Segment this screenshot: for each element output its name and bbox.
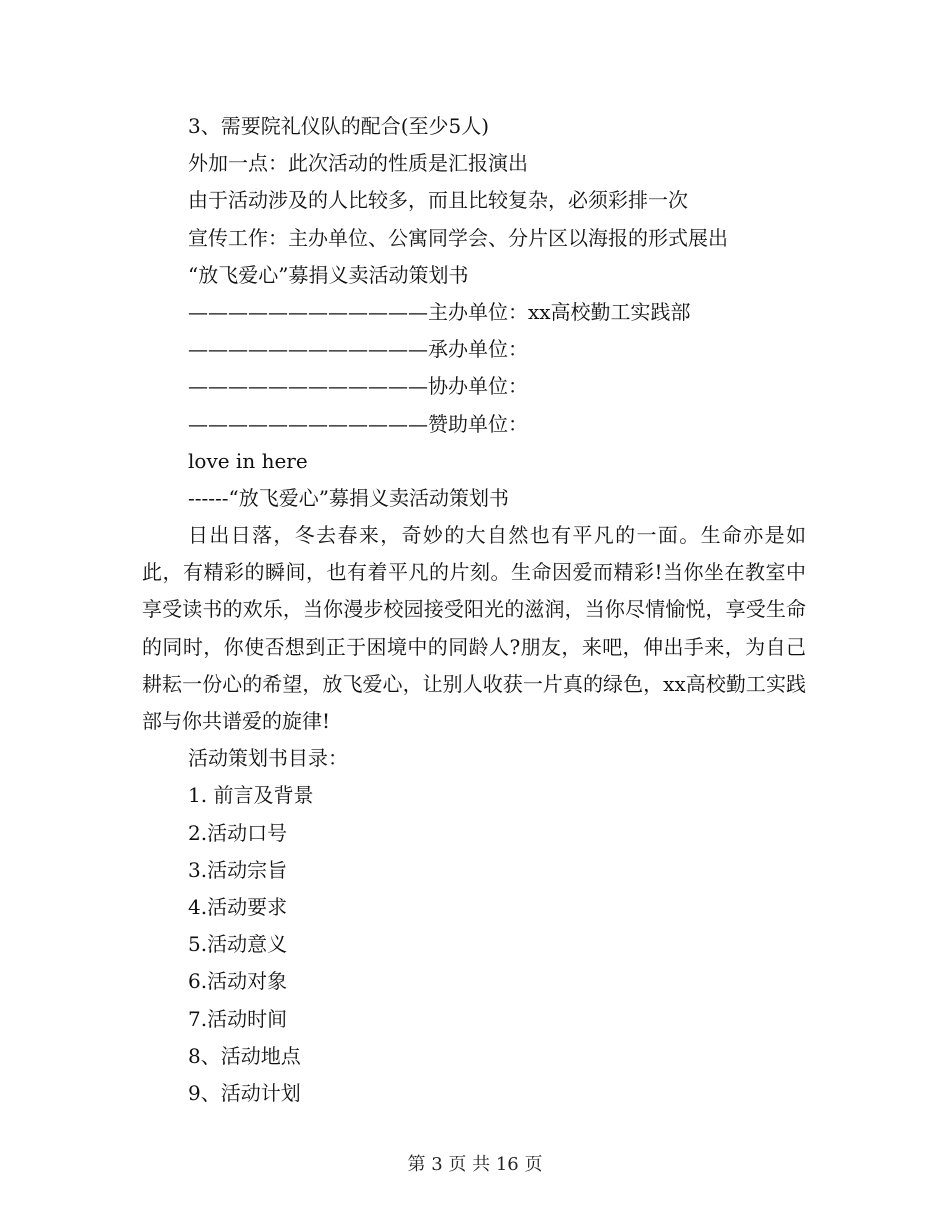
toc-item: 4.活动要求 [188, 895, 288, 920]
co-organizer-line: ————————————承办单位： [188, 337, 528, 362]
subtitle-line: ------“放飞爱心”募捐义卖活动策划书 [188, 485, 509, 510]
assisting-unit-line: ————————————协办单位： [188, 374, 528, 399]
toc-item: 5.活动意义 [188, 932, 288, 957]
page-content [142, 108, 806, 1112]
toc-title: 活动策划书目录： [188, 746, 348, 771]
sponsor-line: ————————————赞助单位： [188, 411, 528, 436]
text-line: 外加一点：此次活动的性质是汇报演出 [188, 151, 528, 176]
toc-item: 8、活动地点 [188, 1043, 301, 1068]
toc-item: 6.活动对象 [188, 969, 288, 994]
text-line: 宣传工作：主办单位、公寓同学会、分片区以海报的形式展出 [188, 225, 728, 250]
toc-item: 9、活动计划 [188, 1080, 301, 1105]
text-line: 3、需要院礼仪队的配合(至少5人) [188, 114, 490, 138]
section-title: “放飞爱心”募捐义卖活动策划书 [188, 262, 469, 287]
toc-item: 7.活动时间 [188, 1006, 288, 1031]
page-number-footer: 第 3 页 共 16 页 [407, 1154, 543, 1175]
toc-item: 1. 前言及背景 [188, 783, 314, 808]
slogan-line: love in here [188, 448, 308, 473]
toc-item: 2.活动口号 [188, 820, 288, 845]
text-line: 由于活动涉及的人比较多，而且比较复杂，必须彩排一次 [188, 188, 688, 213]
intro-paragraph: 日出日落，冬去春来，奇妙的大自然也有平凡的一面。生命亦是如此，有精彩的瞬间，也有着平凡的片刻。生命因爱而精彩!当你坐在教室中享受读书的欢乐，当你漫步校园接受阳光的滋润，当你尽情愉悦，享受生命的同时，你使否想到正于困境中的同龄人?朋友，来吧，伸出手来，为自己耕耘一份心的希望，放飞爱心，让别人收获一片真的绿色，xx高校勤工实践部与你共谱爱的旋律! [142, 523, 806, 734]
toc-item: 3.活动宗旨 [188, 857, 288, 882]
organizer-line: ————————————主办单位：xx高校勤工实践部 [188, 299, 691, 324]
